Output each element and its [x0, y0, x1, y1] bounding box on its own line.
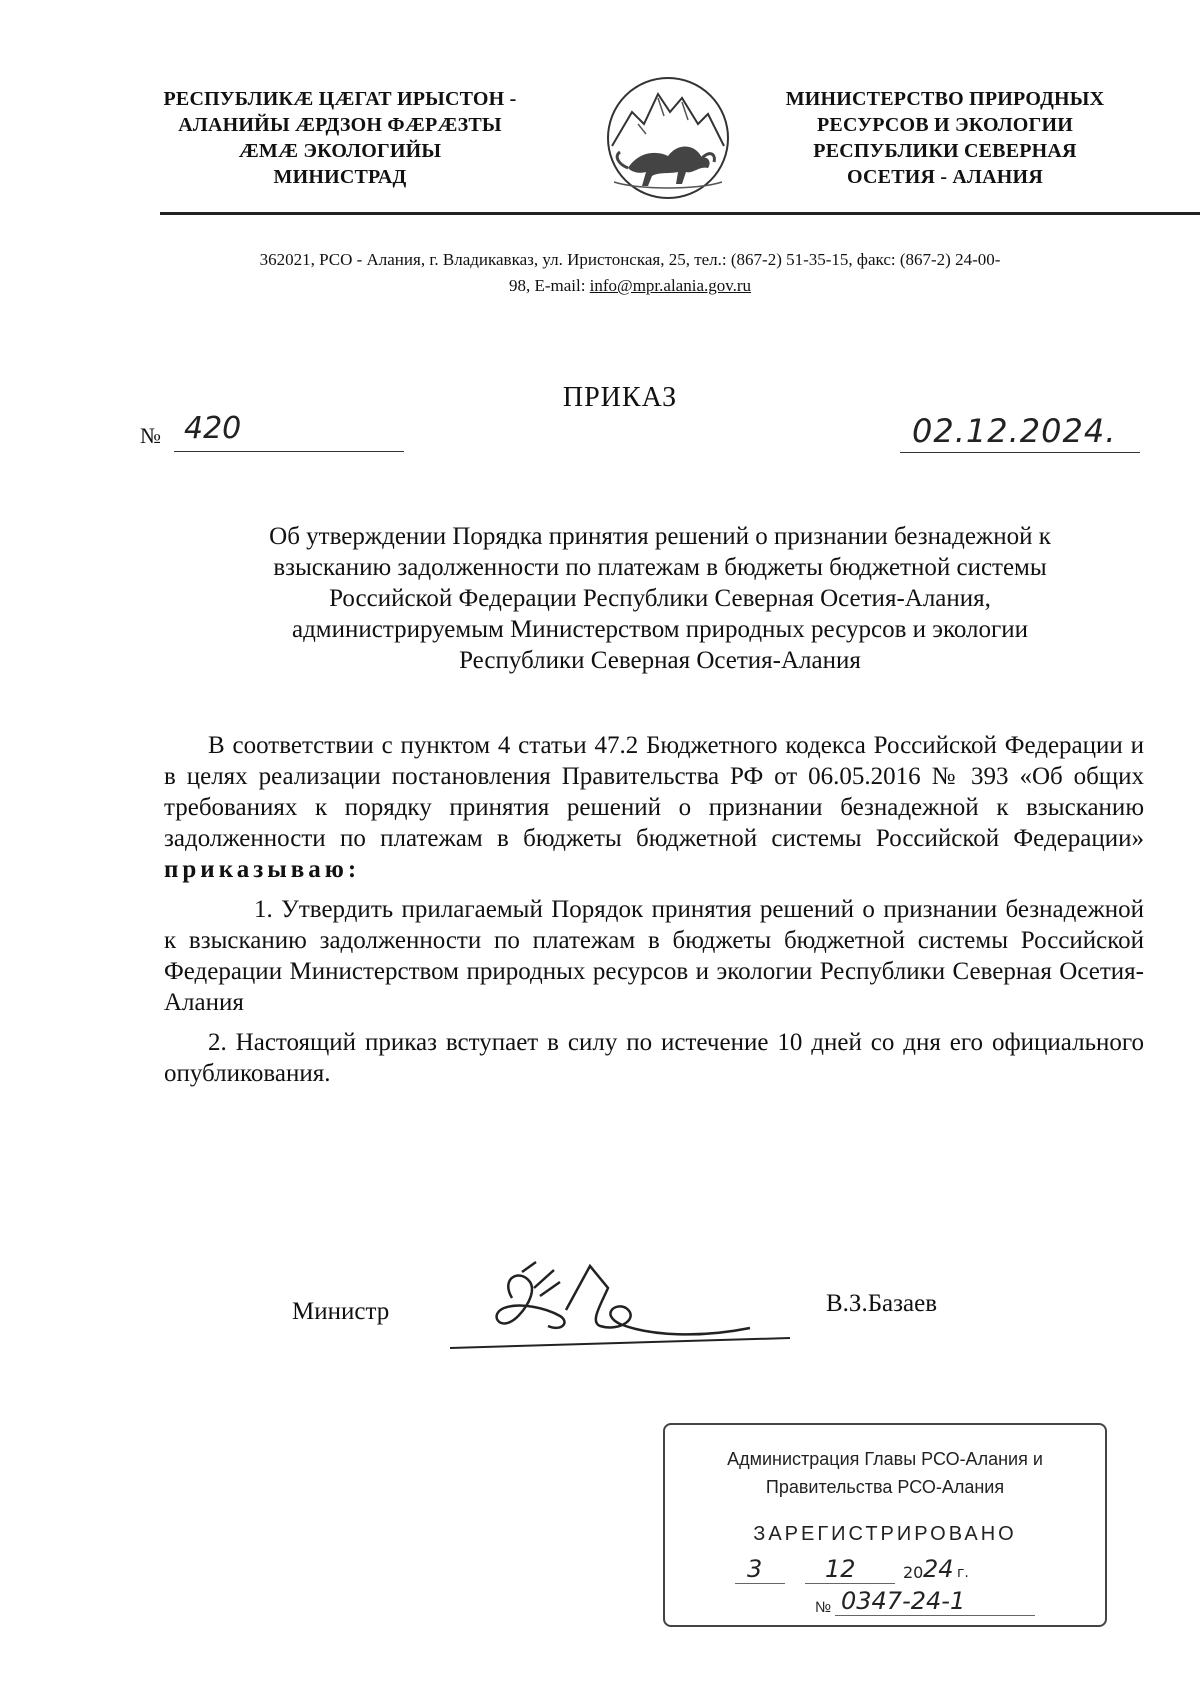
subject-line: Республики Северная Осетия-Алания — [459, 647, 861, 674]
stamp-year-suffix: г. — [957, 1565, 969, 1581]
header-right-line: МИНИСТЕРСТВО ПРИРОДНЫХ — [785, 88, 1105, 110]
emblem-mountains-leopard-icon — [598, 72, 738, 204]
subject-line: взысканию задолженности по платежам в бюджеты бюджетной системы — [273, 554, 1047, 581]
header-right-russian — [755, 86, 1135, 190]
stamp-number-handwritten: 0347-24-1 — [841, 1587, 966, 1615]
stamp-org-line: Правительства РСО-Алания — [765, 1477, 1005, 1497]
subject-line: Об утверждении Порядка принятия решений о признании безнадежной к — [269, 523, 1051, 550]
number-sign: № — [140, 423, 161, 448]
stamp-year-prefix: 20 — [903, 1563, 924, 1582]
order-subject — [160, 521, 1160, 676]
stamp-organization — [665, 1445, 1105, 1501]
stamp-registered-label: ЗАРЕГИСТРИРОВАНО — [753, 1523, 1017, 1545]
order-word: приказываю: — [164, 856, 361, 883]
handwritten-signature — [450, 1248, 820, 1358]
signer-title: Министр — [292, 1298, 390, 1325]
stamp-number — [815, 1587, 1075, 1621]
document-title: ПРИКАЗ — [562, 382, 678, 413]
header-left-ossetian — [120, 86, 560, 190]
email-link[interactable]: info@mpr.alania.gov.ru — [589, 276, 752, 295]
registration-stamp — [663, 1423, 1107, 1627]
header-right-line: РЕСУРСОВ И ЭКОЛОГИИ — [817, 114, 1073, 136]
header-right-line: ОСЕТИЯ - АЛАНИЯ — [847, 166, 1043, 188]
stamp-date — [735, 1555, 1035, 1587]
date-underline — [900, 452, 1140, 453]
number-underline — [174, 451, 404, 452]
address-line: 362021, РСО - Алания, г. Владикавказ, ул. Иристонская, 25, тел.: (867-2) 51-35-15, факс: (867-2) 24-00- — [259, 250, 1001, 269]
preamble-paragraph — [164, 730, 1144, 885]
order-item-1: 1. Утвердить прилагаемый Порядок принятия решений о признании безнадежной к взысканию задолженности по платежам в бюджеты бюджетной системы Российской Федерации Министерством природных ресурсов и экологии Республики Северная Осетия-Алания — [164, 896, 1144, 1016]
signer-name: В.З.Базаев — [826, 1290, 938, 1317]
header-right-line: РЕСПУБЛИКИ СЕВЕРНАЯ — [813, 140, 1077, 162]
address-block — [110, 247, 1150, 299]
header-left-line: МИНИСТРАД — [273, 166, 407, 188]
order-item-2: 2. Настоящий приказ вступает в силу по истечение 10 дней со дня его официального опубликования. — [164, 1029, 1144, 1087]
stamp-number-sign: № — [815, 1599, 832, 1616]
stamp-org-line: Администрация Главы РСО-Алания и — [727, 1449, 1043, 1469]
stamp-number-line — [835, 1615, 1035, 1616]
stamp-month-line — [805, 1583, 895, 1584]
header-divider — [160, 212, 1200, 215]
document-number — [140, 411, 340, 455]
header-left-line: АЛАНИЙЫ ӔРДЗОН ФӔРӔЗТЫ — [178, 114, 502, 136]
address-line — [110, 273, 1150, 299]
preamble-text: В соответствии с пунктом 4 статьи 47.2 Бюджетного кодекса Российской Федерации и в целях реализации постановления Правительства РФ от 06.05.2016 № 393 «Об общих требованиях к порядку принятия решений о признании безнадежной к взысканию задолженности по платежам в бюджеты бюджетной системы Российской Федерации» — [164, 732, 1144, 852]
date-handwritten: 02.12.2024. — [912, 412, 1117, 450]
header-left-line: ӔМӔ ЭКОЛОГИЙЫ — [238, 140, 442, 162]
stamp-year: 24 — [923, 1555, 954, 1583]
address-prefix: 98, E-mail: — [508, 276, 590, 295]
document-date — [900, 412, 1160, 458]
number-handwritten: 420 — [184, 411, 242, 446]
header-left-line: РЕСПУБЛИКӔ ЦӔГАТ ИРЫСТОН - — [163, 88, 517, 110]
stamp-day: 3 — [747, 1555, 763, 1583]
stamp-day-line — [735, 1583, 785, 1584]
subject-line: администрируемым Министерством природных ресурсов и экологии — [291, 616, 1029, 643]
stamp-month: 12 — [825, 1555, 856, 1583]
subject-line: Российской Федерации Республики Северная Осетия-Алания, — [329, 585, 991, 612]
